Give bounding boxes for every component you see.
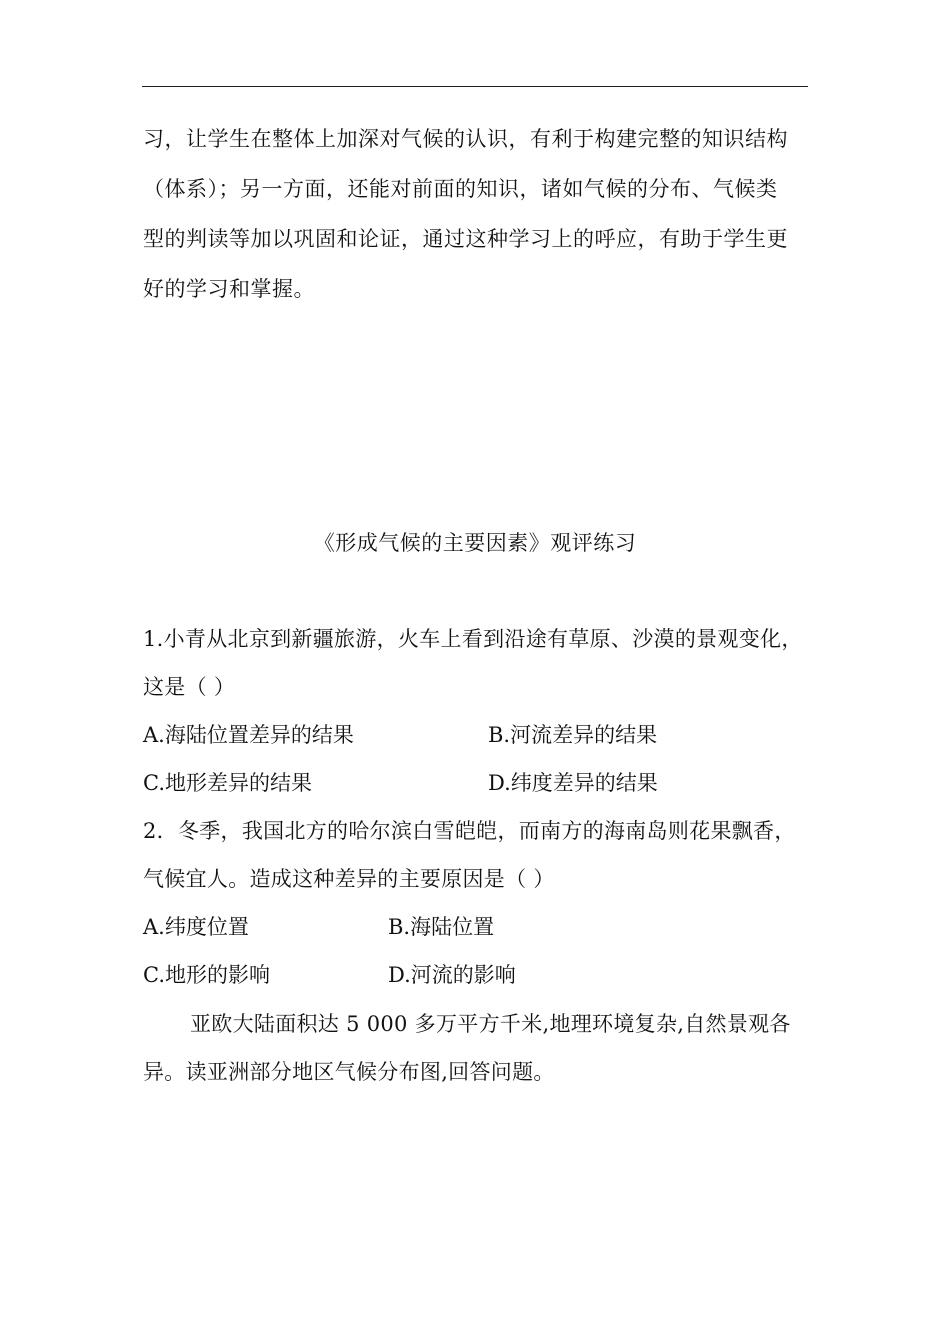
header-rule [142, 86, 808, 87]
passage-line-1: 亚欧大陆面积达 5 000 多万平方千米,地理环境复杂,自然景观各 [190, 1012, 791, 1036]
question-1-option-d: D.纬度差异的结果 [488, 771, 658, 795]
question-1-option-a: A.海陆位置差异的结果 [143, 723, 354, 747]
intro-line: 型的判读等加以巩固和论证，通过这种学习上的呼应，有助于学生更 [143, 227, 788, 251]
intro-line: 习，让学生在整体上加深对气候的认识，有利于构建完整的知识结构 [143, 127, 788, 151]
intro-line: 好的学习和掌握。 [143, 277, 315, 301]
intro-paragraph [143, 114, 811, 314]
exercise-title: 《形成气候的主要因素》观评练习 [313, 531, 637, 555]
question-2-line-1: 2．冬季，我国北方的哈尔滨白雪皑皑，而南方的海南岛则花果飘香， [143, 819, 796, 843]
question-1-option-c: C.地形差异的结果 [143, 771, 312, 795]
question-2-option-d: D.河流的影响 [388, 963, 516, 987]
question-2-line-2: 气候宜人。造成这种差异的主要原因是（ ） [143, 867, 555, 891]
question-1-line-1: 1.小青从北京到新疆旅游，火车上看到沿途有草原、沙漠的景观变化， [143, 627, 803, 651]
intro-line: （体系）；另一方面，还能对前面的知识，诸如气候的分布、气候类 [143, 177, 778, 201]
question-2-option-a: A.纬度位置 [143, 915, 249, 939]
question-2-option-c: C.地形的影响 [143, 963, 270, 987]
passage-line-2: 异。读亚洲部分地区气候分布图,回答问题。 [143, 1060, 555, 1084]
question-2-option-b: B.海陆位置 [388, 915, 495, 939]
question-1-line-2: 这是（ ） [143, 675, 236, 699]
question-1-option-b: B.河流差异的结果 [488, 723, 658, 747]
